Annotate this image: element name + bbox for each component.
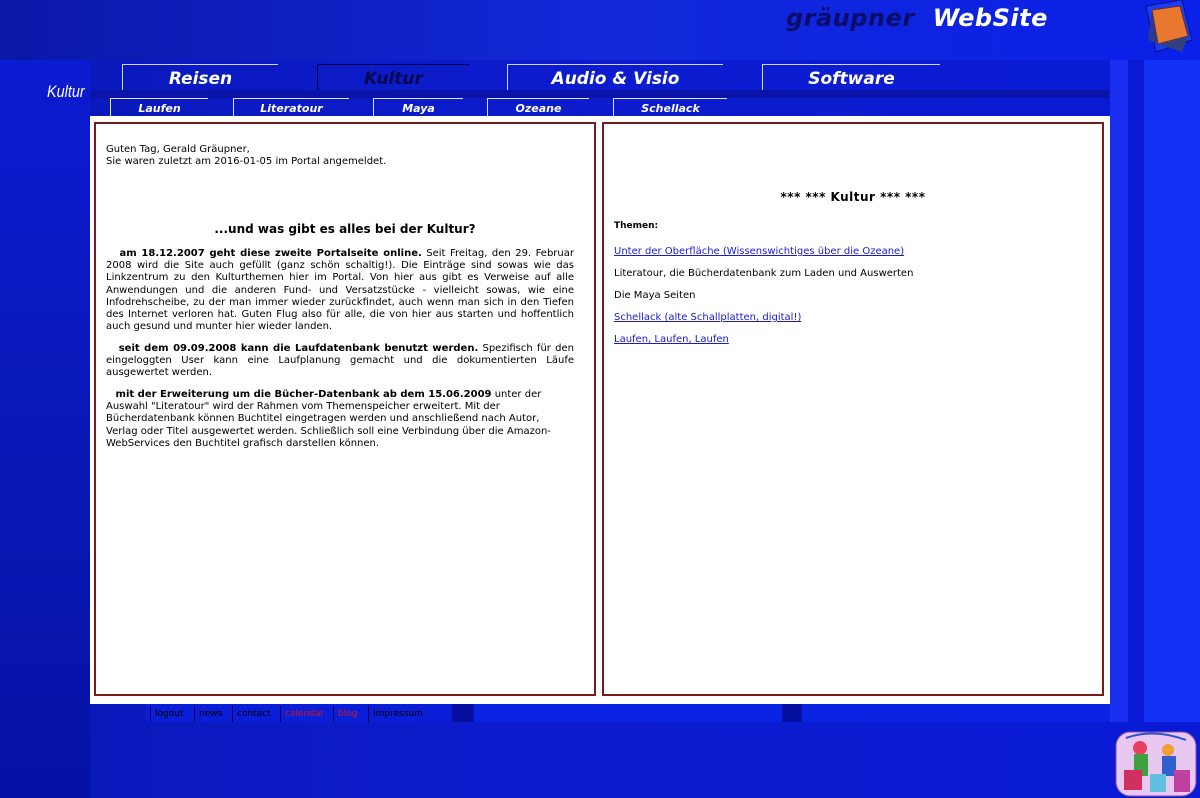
topics-label: Themen: [614,221,659,231]
news-paragraph-3 [106,389,574,450]
nav-divider [90,90,1110,98]
news-date-3: mit der Erweiterung um die Bücher-Datenbank ab dem 15.06.2009 [115,389,492,400]
tab-kultur[interactable]: Kultur [317,64,469,90]
topics-title: *** *** Kultur *** *** [780,190,926,204]
topic-link-ozeane[interactable]: Unter der Oberfläche (Wissenswichtiges über die Ozeane) [614,246,905,257]
news-link[interactable]: news [194,706,222,722]
footer-right [802,704,1110,722]
topic-maya: Die Maya Seiten [614,290,696,301]
news-paragraph-1 [106,248,574,333]
logout-link[interactable]: logout [150,706,183,722]
greeting-name: Guten Tag, Gerald Gräupner, [106,144,250,155]
tab-reisen[interactable]: Reisen [122,64,278,90]
welcome-panel [94,122,596,696]
news-date-2: seit dem 09.09.2008 kann die Laufdatenbank benutzt werden. [118,343,479,354]
news-date-1: am 18.12.2007 geht diese zweite Portalseite online. [119,248,422,259]
right-strip [1110,60,1128,722]
panel-heading: ...und was gibt es alles bei der Kultur? [214,222,476,236]
footer-middle [474,704,782,722]
site-brand [786,4,1048,32]
subtab-laufen[interactable]: Laufen [110,98,208,116]
topics-panel [602,122,1104,696]
footer-spacer-2 [782,704,802,722]
subtab-maya[interactable]: Maya [373,98,463,116]
footer-spacer [452,704,474,722]
news-text-1: Seit Freitag, den 29. Februar 2008 wird die Site auch gefüllt (ganz schön schaltig!). Die Einträge sind sowas wie das Linkzentrum zu den Kulturthemen hier im Portal. Von hier aus gibt es Verweise auf alle Anwendungen und die anderen Fund- und Versatzstücke - vielleicht sowas, wie eine Infodrehscheibe, zu der man immer wieder zurückfindet, auch wenn man sich in den Tiefen des Internet verloren hat. Guten Flug also für alle, die von hier aus starten und hoffentlich auch gesund und munter hier wieder landen. [106,248,574,333]
subtab-literatour[interactable]: Literatour [233,98,349,116]
brand-name: gräupner [786,4,915,32]
topic-link-schellack[interactable]: Schellack (alte Schallplatten, digital!) [614,312,802,323]
subtab-ozeane[interactable]: Ozeane [487,98,589,116]
tab-audio-visio[interactable]: Audio & Visio [507,64,723,90]
left-background [0,0,90,798]
section-label: Kultur [47,82,85,101]
impressum-link[interactable]: impressum [368,706,423,722]
brand-website: WebSite [932,4,1048,32]
news-text-3: unter der Auswahl "Literatour" wird der Rahmen vom Themenspeicher erweitert. Mit der Bücherdatenbank können Buchtitel eingetragen werden und anschließend nach Autor, Verlag oder Titel ausgewertet werden. Schließlich soll eine Verbindung über die Amazon-WebServices den Buchtitel grafisch darstellen können. [106,389,551,449]
people-illustration-icon [1110,730,1198,798]
tab-software[interactable]: Software [762,64,940,90]
topic-link-laufen[interactable]: Laufen, Laufen, Laufen [614,334,729,345]
contact-link[interactable]: contact [232,706,271,722]
news-text-2: Spezifisch für den eingeloggten User kann eine Laufplanung gemacht und die dokumentierten Läufe ausgewertet werden. [106,343,574,379]
right-strip-outer [1144,60,1200,722]
subtab-schellack[interactable]: Schellack [613,98,727,116]
last-login: Sie waren zuletzt am 2016-01-05 im Portal angemeldet. [106,156,387,167]
news-paragraph-2 [106,343,574,380]
calendar-link[interactable]: calendar [280,706,324,722]
greeting [106,144,386,168]
topic-literatour: Literatour, die Bücherdatenbank zum Laden und Auswerten [614,268,914,279]
blog-link[interactable]: blog [333,706,357,722]
home-icon[interactable] [1142,0,1194,56]
